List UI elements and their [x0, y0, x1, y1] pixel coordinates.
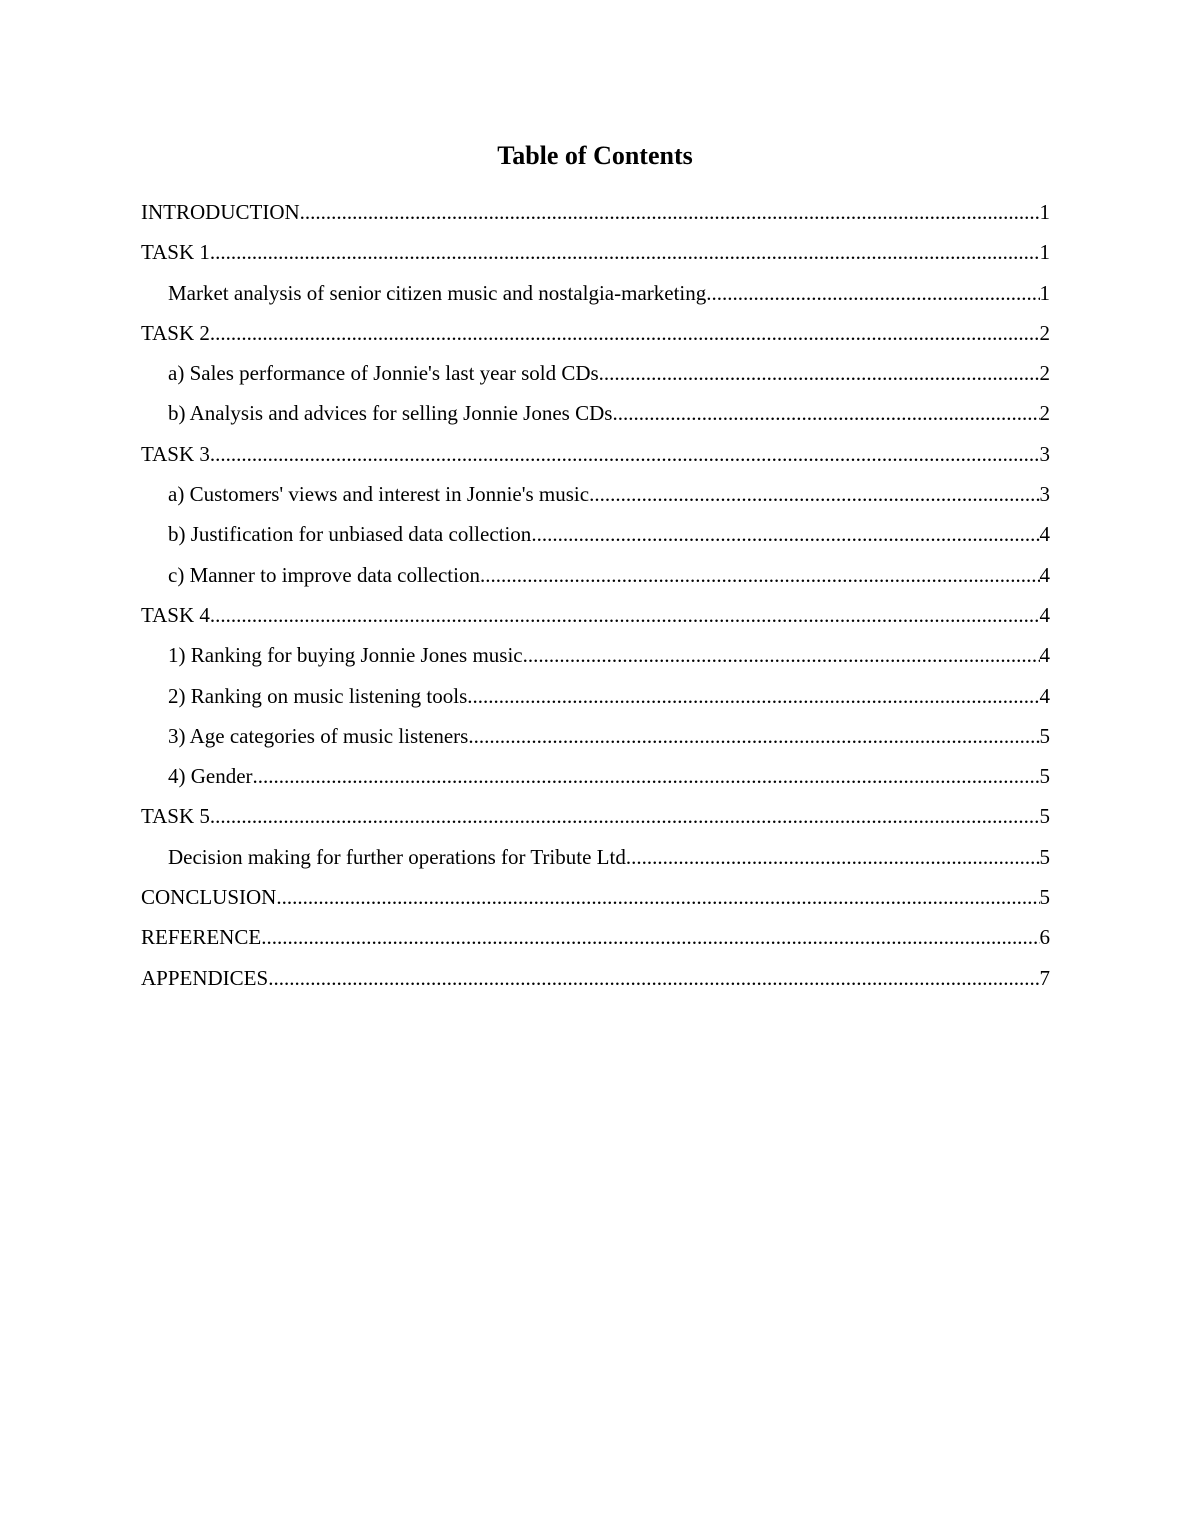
toc-entry[interactable]: [141, 398, 1050, 438]
toc-entry[interactable]: [141, 197, 1050, 237]
toc-entry-text: APPENDICES: [141, 963, 268, 993]
toc-entry-text: REFERENCE: [141, 922, 261, 952]
toc-entry-text: Decision making for further operations for Tribute Ltd: [168, 842, 626, 872]
toc-entry-text: 4) Gender: [168, 761, 253, 791]
toc-entry[interactable]: [141, 963, 1050, 1003]
toc-page-number: 2: [1039, 401, 1050, 426]
toc-entry[interactable]: [141, 519, 1050, 559]
toc-entry[interactable]: [141, 278, 1050, 318]
toc-dot-leader: [253, 761, 1040, 791]
toc-dot-leader: [210, 318, 1040, 348]
toc-entry-text: TASK 5: [141, 801, 210, 831]
toc-entry[interactable]: [141, 439, 1050, 479]
toc-page-number: 1: [1039, 280, 1050, 305]
toc-entry-text: 2) Ranking on music listening tools: [168, 681, 467, 711]
toc-page-number: 5: [1039, 723, 1050, 748]
toc-dot-leader: [480, 560, 1040, 590]
toc-entry-text: INTRODUCTION: [141, 197, 300, 227]
toc-entry-text: a) Sales performance of Jonnie's last year sold CDs: [168, 358, 599, 388]
toc-entry-text: CONCLUSION: [141, 882, 276, 912]
toc-page-number: 4: [1039, 602, 1050, 627]
toc-entry[interactable]: [141, 318, 1050, 358]
toc-page-number: 2: [1039, 361, 1050, 386]
toc-dot-leader: [467, 681, 1039, 711]
toc-entry-text: b) Justification for unbiased data collection: [168, 519, 531, 549]
toc-dot-leader: [599, 358, 1040, 388]
toc-dot-leader: [612, 398, 1039, 428]
toc-entry[interactable]: [141, 479, 1050, 519]
toc-page-number: 3: [1039, 441, 1050, 466]
toc-entry-text: c) Manner to improve data collection: [168, 560, 480, 590]
toc-entry[interactable]: [141, 761, 1050, 801]
toc-dot-leader: [210, 801, 1040, 831]
toc-entry[interactable]: [141, 801, 1050, 841]
toc-dot-leader: [589, 479, 1039, 509]
toc-dot-leader: [268, 963, 1039, 993]
toc-page-number: 4: [1039, 683, 1050, 708]
toc-dot-leader: [210, 237, 1040, 267]
toc-page-number: 7: [1039, 965, 1050, 990]
toc-dot-leader: [210, 439, 1040, 469]
toc-dot-leader: [300, 197, 1040, 227]
toc-page-number: 5: [1039, 804, 1050, 829]
toc-entry[interactable]: [141, 358, 1050, 398]
toc-dot-leader: [626, 842, 1040, 872]
toc-page-number: 6: [1039, 925, 1050, 950]
toc-entry[interactable]: [141, 560, 1050, 600]
toc-entry[interactable]: [141, 681, 1050, 721]
toc-page-number: 4: [1039, 522, 1050, 547]
toc-list: [141, 197, 1050, 1003]
toc-page-number: 1: [1039, 200, 1050, 224]
toc-entry-text: 3) Age categories of music listeners: [168, 721, 468, 751]
toc-entry[interactable]: [141, 600, 1050, 640]
toc-page-number: 5: [1039, 844, 1050, 869]
toc-entry[interactable]: [141, 882, 1050, 922]
toc-entry-text: 1) Ranking for buying Jonnie Jones music: [168, 640, 523, 670]
toc-page-number: 2: [1039, 320, 1050, 345]
toc-entry-text: Market analysis of senior citizen music and nostalgia-marketing: [168, 278, 706, 308]
toc-page-number: 3: [1039, 482, 1050, 507]
toc-entry-text: TASK 4: [141, 600, 210, 630]
toc-entry[interactable]: [141, 721, 1050, 761]
toc-dot-leader: [261, 922, 1039, 952]
toc-entry[interactable]: [141, 842, 1050, 882]
toc-page-number: 1: [1039, 240, 1050, 265]
toc-entry-text: TASK 1: [141, 237, 210, 267]
toc-dot-leader: [276, 882, 1039, 912]
toc-entry[interactable]: [141, 237, 1050, 277]
toc-page-number: 4: [1039, 562, 1050, 587]
toc-dot-leader: [531, 519, 1039, 549]
toc-dot-leader: [468, 721, 1039, 751]
toc-dot-leader: [210, 600, 1040, 630]
toc-entry-text: a) Customers' views and interest in Jonnie's music: [168, 479, 589, 509]
toc-page-number: 5: [1039, 764, 1050, 789]
toc-entry-text: TASK 3: [141, 439, 210, 469]
toc-entry[interactable]: [141, 640, 1050, 680]
toc-entry[interactable]: [141, 922, 1050, 962]
toc-dot-leader: [523, 640, 1040, 670]
toc-entry-text: b) Analysis and advices for selling Jonnie Jones CDs: [168, 398, 612, 428]
toc-entry-text: TASK 2: [141, 318, 210, 348]
toc-title: Table of Contents: [497, 141, 693, 170]
toc-page-number: 4: [1039, 643, 1050, 668]
toc-dot-leader: [706, 278, 1039, 308]
toc-page-number: 5: [1039, 885, 1050, 910]
